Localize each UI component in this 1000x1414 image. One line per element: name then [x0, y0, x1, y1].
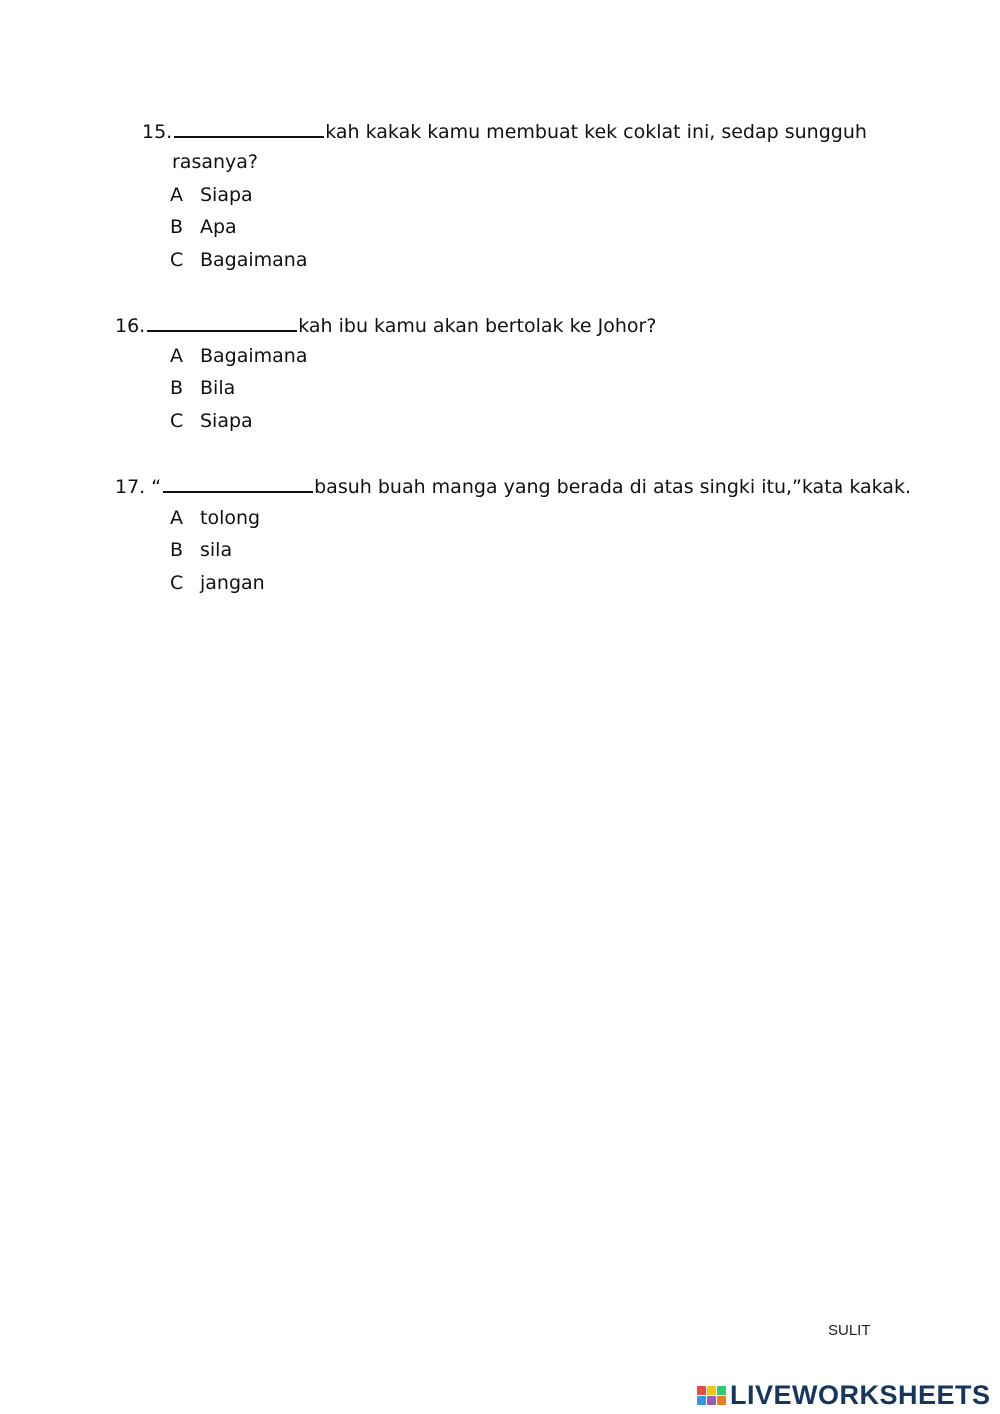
option-text: Bagaimana [200, 249, 308, 271]
answer-blank[interactable] [147, 312, 297, 332]
option-text: sila [200, 539, 233, 561]
question-16 [115, 312, 656, 338]
option-letter: C [170, 249, 184, 271]
option-letter: B [170, 216, 184, 238]
question-text: basuh buah manga yang berada di atas singki itu,”kata kakak. [314, 476, 911, 498]
option-b[interactable] [170, 376, 235, 400]
brand-name: LIVEWORKSHEETS [730, 1379, 991, 1410]
question-text: kah ibu kamu akan bertolak ke Johor? [298, 315, 657, 337]
option-c[interactable] [170, 571, 265, 595]
option-a[interactable] [170, 183, 253, 207]
option-text: Apa [200, 216, 237, 238]
option-text: tolong [200, 507, 261, 529]
option-c[interactable] [170, 409, 253, 433]
option-letter: A [170, 345, 183, 367]
logo-tile [697, 1386, 706, 1395]
option-letter: A [170, 184, 183, 206]
option-b[interactable] [170, 538, 232, 562]
brand-icon [697, 1386, 726, 1405]
answer-blank[interactable] [174, 118, 324, 138]
option-a[interactable] [170, 344, 308, 368]
option-letter: C [170, 410, 184, 432]
liveworksheets-logo [697, 1380, 991, 1410]
logo-tile [717, 1396, 726, 1405]
question-number: 15. [142, 121, 173, 143]
confidential-label: SULIT [828, 1322, 871, 1339]
logo-tile [717, 1386, 726, 1395]
option-text: Bagaimana [200, 345, 308, 367]
option-letter: B [170, 539, 184, 561]
option-a[interactable] [170, 506, 260, 530]
option-text: Bila [200, 377, 236, 399]
option-letter: A [170, 507, 183, 529]
question-number: 17. “ [115, 476, 162, 498]
option-text: Siapa [200, 184, 253, 206]
answer-blank[interactable] [163, 473, 313, 493]
option-letter: C [170, 572, 184, 594]
question-number: 16. [115, 315, 146, 337]
option-text: jangan [200, 572, 265, 594]
logo-tile [707, 1386, 716, 1395]
option-letter: B [170, 377, 184, 399]
logo-tile [697, 1396, 706, 1405]
question-text: kah kakak kamu membuat kek coklat ini, sedap sungguh [325, 121, 867, 143]
question-17 [115, 473, 911, 499]
question-continuation: rasanya? [172, 151, 259, 173]
option-text: Siapa [200, 410, 253, 432]
question-15 [142, 118, 867, 144]
option-b[interactable] [170, 215, 237, 239]
logo-tile [707, 1396, 716, 1405]
option-c[interactable] [170, 248, 308, 272]
